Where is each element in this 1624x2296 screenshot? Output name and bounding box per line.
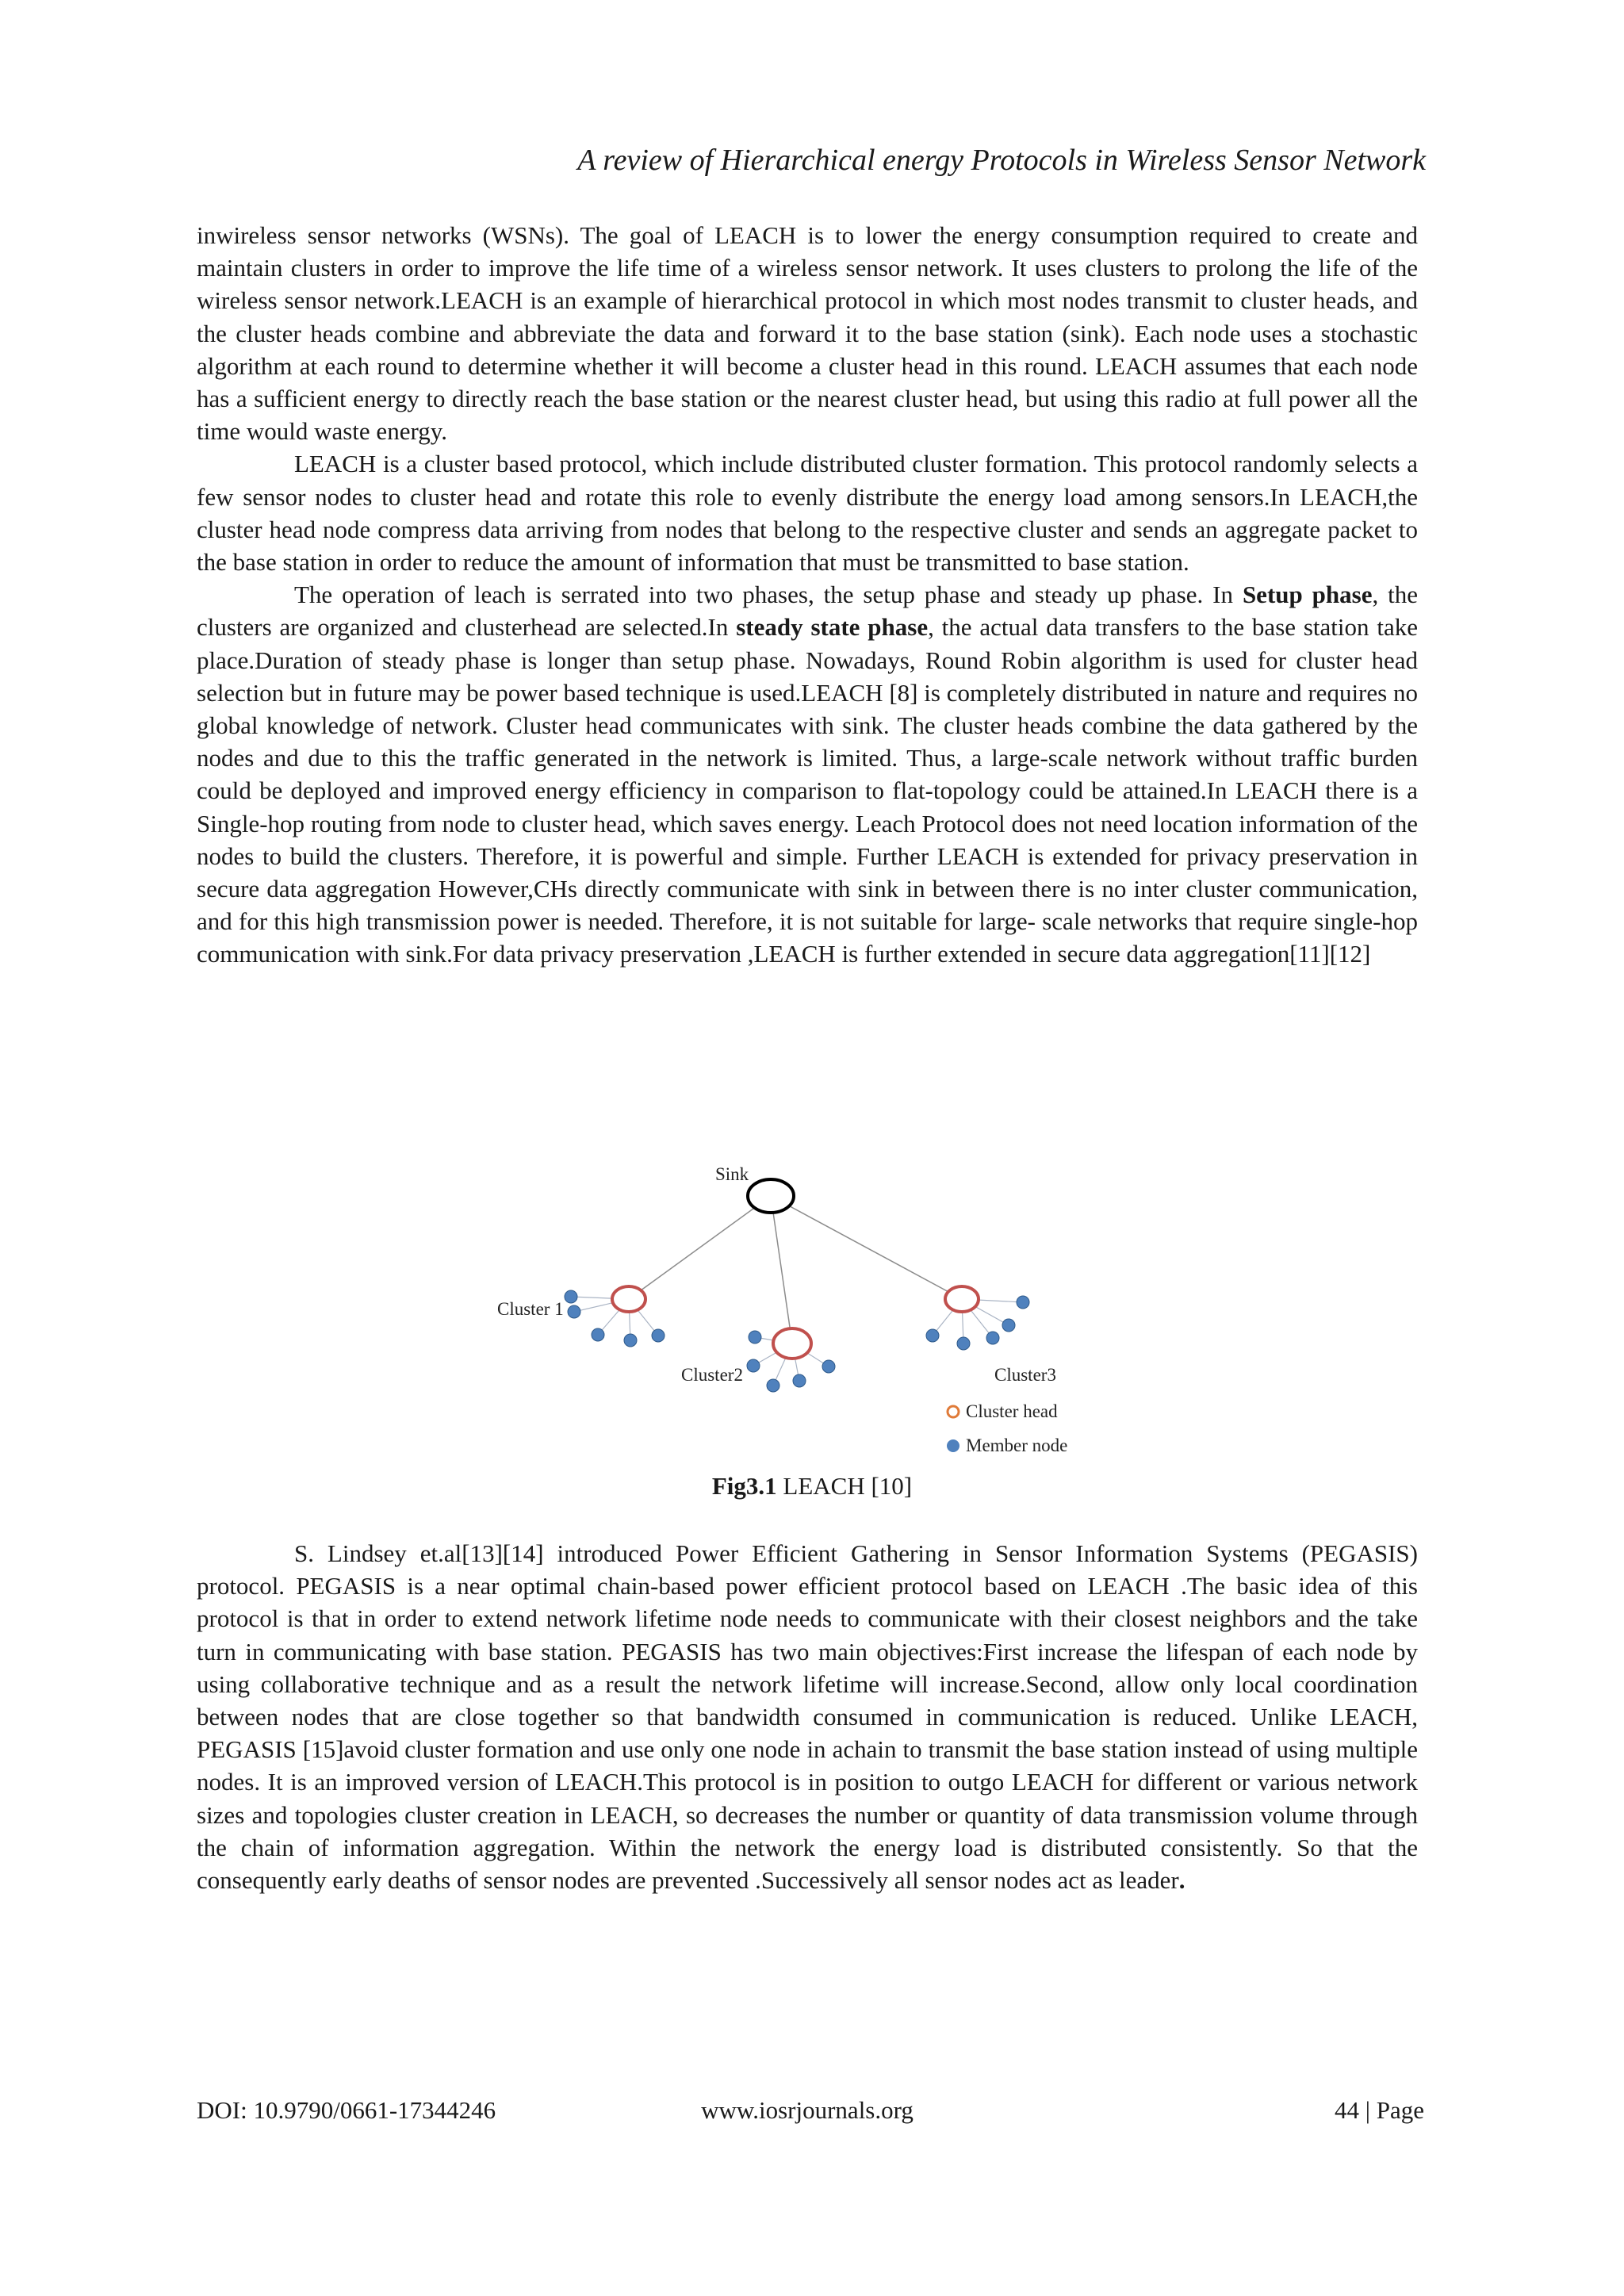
cluster-1-member-node-2: [568, 1305, 580, 1318]
paragraph-3: [197, 578, 1418, 970]
cluster-3-head-node: [945, 1286, 979, 1312]
leach-figure: [476, 1158, 1110, 1475]
paragraph-3-text-c: , the clusters are organized and clusterhead are selected.In: [197, 581, 1419, 642]
paragraph-1: inwireless sensor networks (WSNs). The goal of LEACH is to lower the energy consumption required to create and maintain clusters in order to improve the life time of a wireless sensor network. It uses clusters to prolong the life of the wireless sensor network.LEACH is an example of hierarchical protocol in which most nodes transmit to cluster heads, and the cluster heads combine and abbreviate the data and forward it to the base station (sink). Each node uses a stochastic algorithm at each round to determine whether it will become a cluster head in this round. LEACH assumes that each node has a sufficient energy to directly reach the base station or the nearest cluster head, but using this radio at full power all the time would waste energy.: [197, 221, 1418, 446]
cluster-3-member-node-3: [986, 1332, 999, 1344]
cluster-1-head-node: [612, 1286, 645, 1312]
body-paragraphs-top: [197, 219, 1418, 971]
steady-state-phase-term: steady state phase: [736, 613, 929, 642]
cluster-1-member-node-5: [652, 1329, 665, 1342]
paragraph-4-final-period: .: [1178, 1866, 1185, 1895]
cluster-1-sink-link: [629, 1196, 771, 1299]
figure-caption-text: LEACH [10]: [776, 1472, 913, 1500]
body-paragraphs-bottom: [197, 1537, 1418, 1896]
cluster-1-member-node-3: [592, 1328, 604, 1341]
sink-node: [748, 1179, 794, 1213]
cluster-3-member-node-2: [957, 1337, 970, 1350]
cluster-2-label: Cluster2: [681, 1365, 743, 1385]
cluster-2-sink-link: [771, 1196, 792, 1343]
page-footer: [197, 2096, 1424, 2128]
cluster-2-member-node-2: [747, 1359, 760, 1372]
cluster-1-label: Cluster 1: [497, 1299, 564, 1319]
footer-website: www.iosrjournals.org: [701, 2096, 914, 2124]
running-title: A review of Hierarchical energy Protocols in Wireless Sensor Network: [577, 144, 1426, 177]
legend-cluster-head-label: Cluster head: [966, 1401, 1058, 1421]
footer-page-number: 44 | Page: [1335, 2096, 1424, 2124]
cluster-2-member-node-3: [767, 1379, 779, 1392]
legend-cluster-head-marker: [948, 1406, 959, 1417]
setup-phase-term: Setup phase: [1242, 581, 1373, 609]
cluster-1-member-node-4: [624, 1334, 637, 1347]
leach-topology-diagram: [476, 1158, 1110, 1475]
cluster-2-member-node-4: [793, 1374, 806, 1387]
cluster-2-member-node-5: [822, 1360, 835, 1373]
cluster-3-member-node-4: [1002, 1319, 1015, 1332]
paragraph-3-text-a: The operation of leach is serrated into two phases, the setup phase and steady up phase. In: [294, 581, 1243, 609]
diagram-nodes: [565, 1179, 1029, 1392]
cluster-2-head-node: [773, 1328, 811, 1359]
cluster-3-member-node-1: [926, 1329, 939, 1342]
cluster-3-label: Cluster3: [994, 1365, 1056, 1385]
footer-doi: DOI: 10.9790/0661-17344246: [197, 2096, 496, 2124]
figure-caption: [0, 1472, 1624, 1501]
figure-caption-number: Fig3.1: [711, 1472, 777, 1500]
cluster-3-member-node-5: [1017, 1296, 1029, 1309]
paragraph-4-text: S. Lindsey et.al[13][14] introduced Power Efficient Gathering in Sensor Information Systems (PEGASIS) protocol. PEGASIS is a near optimal chain-based power efficient protocol based on LEACH .The basic idea of this protocol is that in order to extend network lifetime node needs to communicate with their closest neighbors and the take turn in communicating with base station. PEGASIS has two main objectives:First increase the lifespan of each node by using collaborative technique and as a result the network lifetime will increase.Second, allow only local coordination between nodes that are close together so that bandwidth consumed in communication is reduced. Unlike LEACH, PEGASIS [15]avoid cluster formation and use only one node in achain to transmit the base station instead of using multiple nodes. It is an improved version of LEACH.This protocol is in position to outgo LEACH for different or various network sizes and topologies cluster creation in LEACH, so decreases the number or quantity of data transmission volume through the chain of information aggregation. Within the network the energy load is distributed consistently. So that the consequently early deaths of sensor nodes are prevented .Successively all sensor nodes act as leader: [197, 1539, 1418, 1895]
cluster-1-member-node-1: [565, 1290, 577, 1303]
paragraph-2: LEACH is a cluster based protocol, which include distributed cluster formation. This protocol randomly selects a few sensor nodes to cluster head and rotate this role to evenly distribute the energy load among sensors.In LEACH,the cluster head node compress data arriving from nodes that belong to the respective cluster and sends an aggregate packet to the base station in order to reduce the amount of information that must be transmitted to base station.: [197, 450, 1418, 577]
cluster-3-sink-link: [771, 1196, 962, 1299]
paragraph-4: [197, 1537, 1418, 1896]
cluster-2-member-node-1: [749, 1331, 761, 1343]
sink-label: Sink: [715, 1164, 749, 1184]
legend-member-node-marker: [947, 1439, 959, 1452]
paragraph-3-text-e: , the actual data transfers to the base station take place.Duration of steady phase is longer than setup phase. Nowadays, Round Robin algorithm is used for cluster head selection but in future may be power based technique is used.LEACH [8] is completely distributed in nature and requires no global knowledge of network. Cluster head communicates with sink. The cluster heads combine the data gathered by the nodes and due to this the traffic generated in the network is limited. Thus, a large-scale network without traffic burden could be deployed and improved energy efficiency in comparison to flat-topology could be attained.In LEACH there is a Single-hop routing from node to cluster head, which saves energy. Leach Protocol does not need location information of the nodes to build the clusters. Therefore, it is powerful and simple. Further LEACH is extended for privacy preservation in secure data aggregation However,CHs directly communicate with sink in between there is no inter cluster communication, and for this high transmission power is needed. Therefore, it is not suitable for large- scale networks that require single-hop communication with sink.For data privacy preservation ,LEACH is further extended in secure data aggregation[11][12]: [197, 613, 1418, 968]
legend-member-node-label: Member node: [966, 1435, 1068, 1455]
